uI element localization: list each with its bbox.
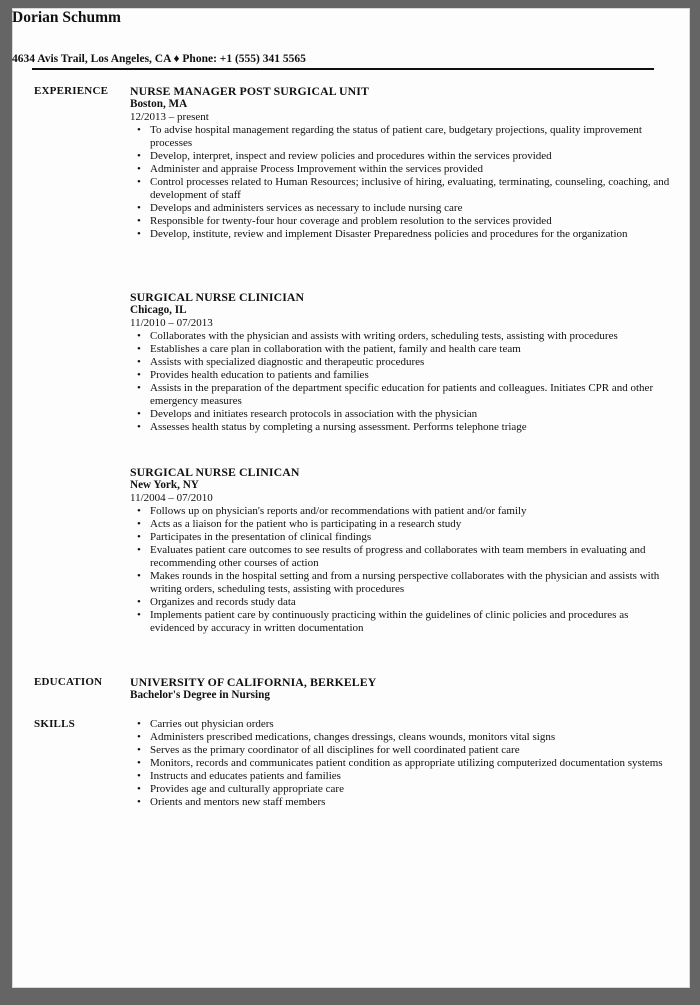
list-item: • Control processes related to Human Resources; inclusive of hiring, evaluating, terminating, counseling, coaching, and development of staff (150, 176, 670, 202)
job-location: Chicago, IL (130, 304, 187, 316)
skills-label: SKILLS (34, 718, 75, 730)
list-item: • Assesses health status by completing a nursing assessment. Performs telephone triage (150, 421, 670, 434)
list-item: • Develops and administers services as necessary to include nursing care (150, 202, 670, 215)
resume-page (12, 8, 690, 988)
bottom-border (12, 990, 690, 1002)
job-dates: 11/2004 – 07/2010 (130, 492, 213, 504)
list-item: • Serves as the primary coordinator of all disciplines for well coordinated patient care (150, 744, 670, 757)
job-2 (130, 290, 670, 434)
list-item: • Assists with specialized diagnostic and therapeutic procedures (150, 356, 670, 369)
job-3 (130, 465, 670, 635)
contact-line: 4634 Avis Trail, Los Angeles, CA ♦ Phone: +1 (555) 341 5565 (12, 53, 306, 65)
list-item: • Develops and initiates research protocols in association with the physician (150, 408, 670, 421)
list-item: • Orients and mentors new staff members (150, 796, 670, 809)
list-item: • Responsible for twenty-four hour coverage and problem resolution to the services provided (150, 215, 670, 228)
job-title: NURSE MANAGER POST SURGICAL UNIT (130, 84, 369, 98)
list-item: • Participates in the presentation of clinical findings (150, 531, 670, 544)
job-location: New York, NY (130, 479, 199, 491)
list-item: • Collaborates with the physician and assists with writing orders, scheduling tests, assisting with procedures (150, 330, 670, 343)
skills-list (130, 718, 670, 809)
list-item: • Carries out physician orders (150, 718, 670, 731)
list-item: • Monitors, records and communicates patient condition as appropriate utilizing computerized documentation systems (150, 757, 670, 770)
job-location: Boston, MA (130, 98, 188, 110)
skills-bullets (130, 718, 670, 809)
list-item: • Administer and appraise Process Improvement within the services provided (150, 163, 670, 176)
job-bullets (130, 330, 670, 434)
list-item: • Organizes and records study data (150, 596, 670, 609)
list-item: • Provides health education to patients and families (150, 369, 670, 382)
job-1 (130, 84, 670, 241)
list-item: • Establishes a care plan in collaboration with the patient, family and health care team (150, 343, 670, 356)
education-entry (130, 675, 670, 702)
list-item: • Administers prescribed medications, changes dressings, cleans wounds, monitors vital signs (150, 731, 670, 744)
list-item: • Makes rounds in the hospital setting and from a nursing perspective collaborates with the physician and assists with writing orders, scheduling tests, assisting with procedures (150, 570, 670, 596)
degree-name: Bachelor's Degree in Nursing (130, 689, 270, 701)
list-item: • To advise hospital management regarding the status of patient care, budgetary projections, quality improvement processes (150, 124, 670, 150)
job-bullets (130, 505, 670, 635)
header-divider (32, 68, 654, 70)
education-label: EDUCATION (34, 676, 103, 688)
job-dates: 12/2013 – present (130, 111, 209, 123)
list-item: • Provides age and culturally appropriate care (150, 783, 670, 796)
job-bullets (130, 124, 670, 241)
list-item: • Follows up on physician's reports and/or recommendations with patient and/or family (150, 505, 670, 518)
experience-label: EXPERIENCE (34, 85, 109, 97)
list-item: • Evaluates patient care outcomes to see results of progress and collaborates with team members in evaluating and recommending other courses of action (150, 544, 670, 570)
job-dates: 11/2010 – 07/2013 (130, 317, 213, 329)
list-item: • Assists in the preparation of the department specific education for patients and colleagues. Initiates CPR and other emergency measures (150, 382, 670, 408)
school-name: UNIVERSITY OF CALIFORNIA, BERKELEY (130, 675, 377, 689)
candidate-name: Dorian Schumm (12, 9, 121, 26)
list-item: • Develop, interpret, inspect and review policies and procedures within the services provided (150, 150, 670, 163)
list-item: • Implements patient care by continuously practicing within the guidelines of clinic policies and procedures as evidenced by accuracy in written documentation (150, 609, 670, 635)
job-title: SURGICAL NURSE CLINICIAN (130, 290, 305, 304)
list-item: • Develop, institute, review and implement Disaster Preparedness policies and procedures for the organization (150, 228, 670, 241)
list-item: • Instructs and educates patients and families (150, 770, 670, 783)
list-item: • Acts as a liaison for the patient who is participating in a research study (150, 518, 670, 531)
job-title: SURGICAL NURSE CLINICAN (130, 465, 300, 479)
